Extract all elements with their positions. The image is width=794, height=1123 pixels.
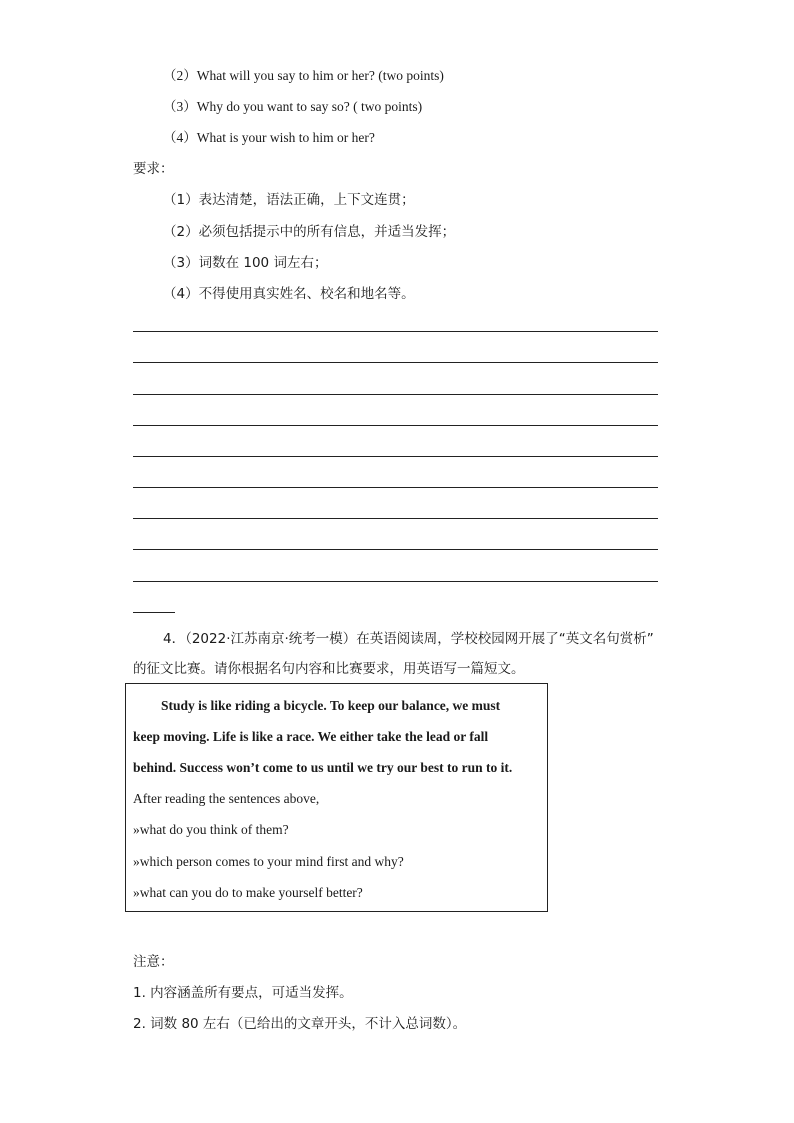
question-2: （2）What will you say to him or her? (two points) bbox=[163, 68, 444, 83]
requirement-2: （2）必须包括提示中的所有信息，并适当发挥； bbox=[163, 224, 456, 240]
notes-heading: 注意： bbox=[133, 954, 174, 970]
quote-bullet-3: »what can you do to make yourself better? bbox=[133, 885, 363, 900]
quote-intro: After reading the sentences above, bbox=[133, 791, 320, 806]
writing-line bbox=[133, 394, 658, 395]
requirement-3: （3）词数在 100 词左右； bbox=[163, 255, 328, 271]
writing-line bbox=[133, 487, 658, 488]
task-4-line-1: 4．（2022·江苏南京·统考一模）在英语阅读周，学校校园网开展了“英文名句赏析” bbox=[163, 631, 654, 647]
quote-line-2: keep moving. Life is like a race. We either take the lead or fall bbox=[133, 729, 489, 744]
note-2: 2. 词数 80 左右（已给出的文章开头，不计入总词数）。 bbox=[133, 1016, 467, 1032]
quote-bullet-1: »what do you think of them? bbox=[133, 822, 289, 837]
writing-line-short bbox=[133, 612, 175, 613]
writing-line bbox=[133, 518, 658, 519]
requirement-1: （1）表达清楚，语法正确，上下文连贯； bbox=[163, 192, 415, 208]
task-4-line-2: 的征文比赛。请你根据名句内容和比赛要求，用英语写一篇短文。 bbox=[133, 661, 525, 677]
question-4: （4）What is your wish to him or her? bbox=[163, 130, 375, 145]
writing-line bbox=[133, 456, 658, 457]
writing-line bbox=[133, 331, 658, 332]
writing-line bbox=[133, 362, 658, 363]
writing-line bbox=[133, 425, 658, 426]
quote-line-1: Study is like riding a bicycle. To keep our balance, we must bbox=[161, 698, 501, 713]
writing-line bbox=[133, 549, 658, 550]
requirements-heading: 要求： bbox=[133, 161, 174, 177]
quote-bullet-2: »which person comes to your mind first and why? bbox=[133, 854, 404, 869]
note-1: 1. 内容涵盖所有要点，可适当发挥。 bbox=[133, 985, 353, 1001]
writing-line bbox=[133, 581, 658, 582]
requirement-4: （4）不得使用真实姓名、校名和地名等。 bbox=[163, 286, 415, 302]
question-3: （3）Why do you want to say so? ( two points) bbox=[163, 99, 423, 114]
quote-line-3: behind. Success won’t come to us until we try our best to run to it. bbox=[133, 760, 513, 775]
